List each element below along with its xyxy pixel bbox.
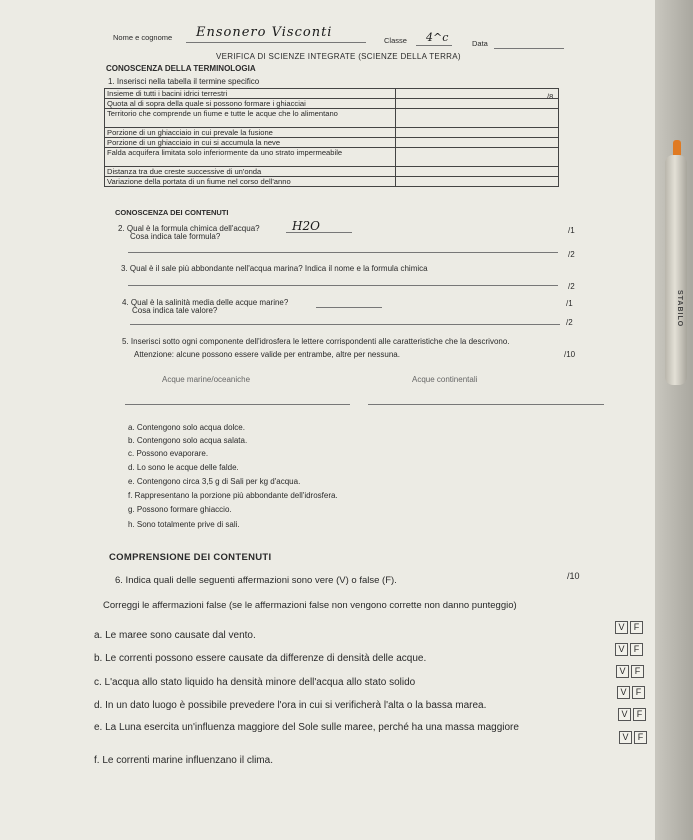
pen-image	[665, 155, 687, 385]
list-item: c. Possono evaporare.	[128, 449, 209, 458]
q6-text: 6. Indica quali delle seguenti affermazioni sono vere (V) o false (F).	[115, 575, 397, 586]
vf-boxes-a	[615, 621, 643, 634]
table-cell-answer[interactable]	[396, 99, 559, 109]
q5-text: 5. Inserisci sotto ogni componente dell'idrosfera le lettere corrispondenti alle caratteristiche che la descrivono.	[122, 337, 510, 346]
table-cell-answer[interactable]	[396, 177, 559, 187]
table-cell-definition: Quota al di sopra della quale si possono formare i ghiacciai	[105, 99, 396, 109]
false-checkbox[interactable]: F	[633, 708, 646, 721]
vf-boxes-c	[616, 665, 644, 678]
q2-answer: H2O	[292, 219, 320, 233]
q2-score-1: /1	[568, 226, 575, 235]
list-item: g. Possono formare ghiaccio.	[128, 505, 232, 514]
q6-note: Correggi le affermazioni false (se le affermazioni false non vengono corrette non danno punteggio)	[103, 600, 517, 611]
desk-edge	[655, 0, 693, 840]
terminology-instruction: 1. Inserisci nella tabella il termine specifico	[108, 77, 260, 86]
q2-score-2: /2	[568, 250, 575, 259]
q4-sub: Cosa indica tale valore?	[132, 306, 218, 315]
class-label: Classe	[384, 36, 407, 45]
vf-boxes-b	[615, 643, 643, 656]
table-cell-answer[interactable]	[396, 128, 559, 138]
q3-answer-line[interactable]	[128, 285, 558, 286]
table-cell-answer[interactable]	[396, 89, 559, 99]
date-line	[494, 48, 564, 49]
table-cell-definition: Insieme di tutti i bacini idrici terrestri	[105, 89, 396, 99]
q6-score: /10	[567, 571, 580, 581]
q4-line[interactable]	[316, 307, 382, 308]
false-checkbox[interactable]: F	[630, 621, 643, 634]
name-value: Ensonero Visconti	[196, 25, 333, 40]
table-row	[105, 167, 559, 177]
list-item: b. Contengono solo acqua salata.	[128, 436, 248, 445]
list-item: h. Sono totalmente prive di sali.	[128, 520, 240, 529]
true-checkbox[interactable]: V	[619, 731, 632, 744]
table-cell-answer[interactable]	[396, 109, 559, 128]
list-item: e. Contengono circa 3,5 g di Sali per kg d'acqua.	[128, 477, 301, 486]
q3-text: 3. Qual è il sale più abbondante nell'acqua marina? Indica il nome e la formula chimica	[121, 264, 428, 273]
table-row	[105, 109, 559, 128]
false-checkbox[interactable]: F	[630, 643, 643, 656]
class-line	[416, 45, 452, 46]
terminology-table	[104, 88, 559, 187]
false-checkbox[interactable]: F	[631, 665, 644, 678]
table-row	[105, 128, 559, 138]
table-row	[105, 89, 559, 99]
table-cell-answer[interactable]	[396, 167, 559, 177]
statement-f: f. Le correnti marine influenzano il clima.	[94, 755, 273, 766]
terminology-heading: CONOSCENZA DELLA TERMINOLOGIA	[106, 64, 256, 73]
contents-heading: CONOSCENZA DEI CONTENUTI	[115, 208, 229, 217]
continental-answer-line[interactable]	[368, 404, 604, 405]
q2-sub: Cosa indica tale formula?	[130, 232, 221, 241]
table-row	[105, 99, 559, 109]
table-cell-definition: Distanza tra due creste successive di un'onda	[105, 167, 396, 177]
q4-text: 4. Qual è la salinità media delle acque marine?	[122, 298, 289, 307]
true-checkbox[interactable]: V	[615, 643, 628, 656]
statement-d: d. In un dato luogo è possibile prevedere l'ora in cui si verificherà l'alta o la bassa marea.	[94, 700, 487, 711]
list-item: f. Rappresentano la porzione più abbondante dell'idrosfera.	[128, 491, 338, 500]
true-checkbox[interactable]: V	[618, 708, 631, 721]
pen-brand-label: STABILO	[676, 290, 683, 328]
list-item: a. Contengono solo acqua dolce.	[128, 423, 245, 432]
vf-boxes-e	[618, 708, 646, 721]
table-row	[105, 138, 559, 148]
vf-boxes-d	[617, 686, 645, 699]
vf-boxes-f	[619, 731, 647, 744]
comprehension-heading: COMPRENSIONE DEI CONTENUTI	[109, 552, 272, 563]
true-checkbox[interactable]: V	[617, 686, 630, 699]
table-cell-definition: Porzione di un ghiacciaio in cui si accumula la neve	[105, 138, 396, 148]
table-cell-definition: Porzione di un ghiacciaio in cui prevale la fusione	[105, 128, 396, 138]
q2-text: 2. Qual è la formula chimica dell'acqua?	[118, 224, 260, 233]
statement-c: c. L'acqua allo stato liquido ha densità minore dell'acqua allo stato solido	[94, 677, 416, 688]
q4-answer-line[interactable]	[130, 324, 560, 325]
name-label: Nome e cognome	[113, 33, 173, 42]
list-item: d. Lo sono le acque delle falde.	[128, 463, 239, 472]
table-cell-definition: Variazione della portata di un fiume nel corso dell'anno	[105, 177, 396, 187]
q3-score: /2	[568, 282, 575, 291]
true-checkbox[interactable]: V	[616, 665, 629, 678]
q5-score: /10	[564, 350, 576, 359]
q2-answer-line[interactable]	[128, 252, 558, 253]
statement-b: b. Le correnti possono essere causate da differenze di densità delle acque.	[94, 653, 427, 664]
marine-answer-line[interactable]	[125, 404, 350, 405]
q2-line	[286, 232, 352, 233]
class-value: 4^c	[426, 31, 449, 44]
test-title: VERIFICA DI SCIENZE INTEGRATE (SCIENZE DELLA TERRA)	[216, 52, 461, 61]
table-cell-definition: Falda acquifera limitata solo inferiormente da uno strato impermeabile	[105, 148, 396, 167]
col-marine-heading: Acque marine/oceaniche	[162, 375, 251, 384]
table-cell-answer[interactable]	[396, 148, 559, 167]
terminology-score: /8	[547, 92, 554, 101]
false-checkbox[interactable]: F	[632, 686, 645, 699]
date-label: Data	[472, 39, 488, 48]
q4-score-2: /2	[566, 318, 573, 327]
name-line	[186, 42, 366, 43]
statement-e: e. La Luna esercita un'influenza maggiore del Sole sulle maree, perché ha una massa maggiore	[94, 722, 519, 733]
table-row	[105, 177, 559, 187]
true-checkbox[interactable]: V	[615, 621, 628, 634]
col-continental-heading: Acque continentali	[412, 375, 478, 384]
table-cell-definition: Territorio che comprende un fiume e tutte le acque che lo alimentano	[105, 109, 396, 128]
false-checkbox[interactable]: F	[634, 731, 647, 744]
table-cell-answer[interactable]	[396, 138, 559, 148]
statement-a: a. Le maree sono causate dal vento.	[94, 630, 256, 641]
q4-score-1: /1	[566, 299, 573, 308]
table-row	[105, 148, 559, 167]
q5-note: Attenzione: alcune possono essere valide per entrambe, altre per nessuna.	[134, 350, 400, 359]
